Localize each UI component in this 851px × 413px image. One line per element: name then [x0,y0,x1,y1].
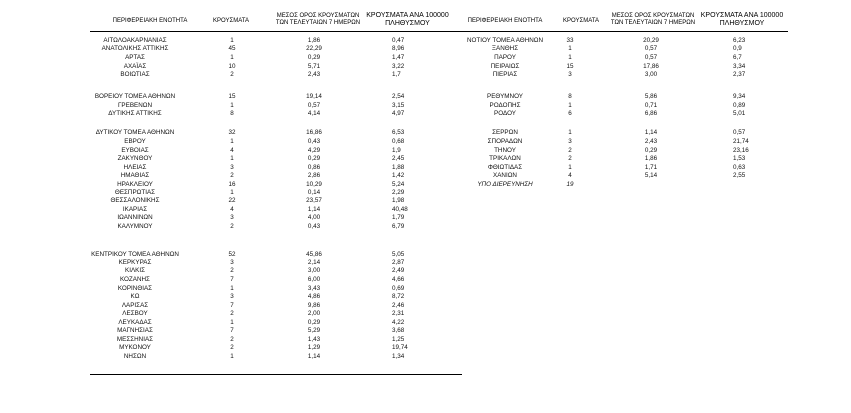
avg-value: 1,71 [644,164,658,171]
region-name: ΡΟΔΟΥ [494,110,516,117]
cases-value: 2 [568,147,572,154]
rate-value: 0,69 [392,285,405,292]
header-rate-right [692,12,792,28]
rate-value: 9,34 [733,93,746,100]
cases-value: 4 [230,206,234,213]
rate-value: 3,22 [392,63,405,70]
region-name: ΜΑΓΝΗΣΙΑΣ [117,327,153,334]
cases-value: 1 [230,319,234,326]
avg-value: 19,14 [306,93,322,100]
cases-value: 2 [230,223,234,230]
rate-value: 1,53 [733,155,746,162]
cases-value: 15 [228,93,236,100]
region-name: ΑΝΑΤΟΛΙΚΗΣ ΑΤΤΙΚΗΣ [101,45,169,52]
avg-value: 1,86 [644,155,658,162]
region-name: ΖΑΚΥΝΘΟΥ [117,155,153,162]
rate-value: 1,47 [392,54,405,61]
avg-value: 0,57 [644,45,658,52]
region-name: ΛΕΣΒΟΥ [122,310,148,317]
rate-value: 1,7 [392,71,401,78]
rate-value: 2,29 [392,189,405,196]
rate-value: 2,54 [392,93,405,100]
region-name: ΚΙΛΚΙΣ [125,267,145,274]
avg-value: 1,14 [307,353,321,360]
header-avg-left-line1: ΜΕΣΟΣ ΟΡΟΣ ΚΡΟΥΣΜΑΤΩΝ [276,13,360,19]
avg-value: 5,29 [307,327,321,334]
cases-value: 7 [230,276,234,283]
cases-value: 3 [568,138,572,145]
cases-value: 3 [230,259,234,266]
avg-value: 1,14 [644,129,658,136]
avg-value: 2,43 [644,138,658,145]
rate-value: 2,45 [392,155,405,162]
rate-value: 4,66 [392,276,405,283]
rate-value: 5,24 [392,181,405,188]
avg-value: 0,43 [307,138,321,145]
rate-value: 0,89 [733,102,746,109]
region-name: ΚΩ [130,293,140,300]
avg-value: 16,86 [306,129,322,136]
cases-value: 2 [568,155,572,162]
rate-value: 6,79 [392,223,405,230]
rate-value: 2,87 [392,259,405,266]
rate-value: 2,49 [392,267,405,274]
rate-value: 8,72 [392,293,405,300]
rate-value: 40,48 [392,206,408,213]
cases-value: 1 [568,45,572,52]
cases-value: 52 [228,251,236,258]
avg-value: 6,86 [644,110,658,117]
region-name: ΣΠΟΡΑΔΩΝ [487,138,523,145]
rate-value: 23,16 [733,147,749,154]
region-name: ΔΥΤΙΚΗΣ ΑΤΤΙΚΗΣ [108,110,162,117]
cases-value: 2 [230,71,234,78]
region-name: ΑΡΤΑΣ [125,54,145,61]
rate-value: 1,88 [392,164,405,171]
region-name: ΚΟΖΑΝΗΣ [120,276,150,283]
cases-value: 32 [228,129,236,136]
region-name: ΦΘΙΩΤΙΔΑΣ [487,164,523,171]
rate-value: 5,01 [733,110,746,117]
avg-value: 17,86 [643,63,659,70]
avg-value: 0,43 [307,223,321,230]
rate-value: 5,05 [392,251,405,258]
region-name: ΤΡΙΚΑΛΩΝ [489,155,521,162]
rate-value: 0,68 [392,138,405,145]
region-name: ΜΕΣΣΗΝΙΑΣ [116,336,154,343]
cases-value: 2 [230,336,234,343]
cases-value: 1 [568,102,572,109]
avg-value: 4,14 [307,110,321,117]
rate-value: 2,37 [733,71,746,78]
region-name: ΚΕΡΚΥΡΑΣ [118,259,152,266]
avg-value: 6,00 [307,276,321,283]
cases-value: 7 [230,302,234,309]
avg-value: 0,14 [307,189,321,196]
region-name: ΥΠΟ ΔΙΕΡΕΥΝΗΣΗ [477,181,533,188]
header-unit-left: ΠΕΡΙΦΕΡΕΙΑΚΗ ΕΝΟΤΗΤΑ [112,18,188,24]
rate-value: 0,9 [733,45,742,52]
region-name: ΠΑΡΟΥ [494,54,516,61]
cases-value: 1 [568,129,572,136]
region-name: ΗΡΑΚΛΕΙΟΥ [117,181,153,188]
region-name: ΙΚΑΡΙΑΣ [122,206,148,213]
rate-value: 4,22 [392,319,405,326]
region-name: ΛΑΡΙΣΑΣ [121,302,149,309]
avg-value: 2,00 [307,310,321,317]
header-rule [90,31,788,32]
cases-value: 33 [566,37,574,44]
region-name: ΤΗΝΟΥ [494,147,516,154]
region-name: ΠΕΙΡΑΙΩΣ [490,63,520,70]
avg-value: 0,29 [307,54,321,61]
cases-value: 4 [568,172,572,179]
cases-value: 1 [230,54,234,61]
rate-value: 1,79 [392,214,405,221]
avg-value: 9,86 [307,302,321,309]
cases-value: 10 [228,63,236,70]
cases-value: 2 [230,172,234,179]
header-rate-right-line1: ΚΡΟΥΣΜΑΤΑ ΑΝΑ 100000 [700,12,784,19]
cases-value: 1 [230,285,234,292]
cases-value: 7 [230,327,234,334]
cases-value: 1 [568,54,572,61]
cases-value: 15 [566,63,574,70]
rate-value: 1,98 [392,197,405,204]
avg-value: 4,00 [307,214,321,221]
rate-value: 2,46 [392,302,405,309]
cases-value: 2 [230,344,234,351]
avg-value: 1,29 [307,344,321,351]
cases-value: 1 [230,138,234,145]
cases-value: 1 [230,353,234,360]
header-rate-left [360,12,455,28]
rate-value: 2,31 [392,310,405,317]
rate-value: 1,25 [392,336,405,343]
avg-value: 0,57 [644,54,658,61]
avg-value: 4,86 [307,293,321,300]
rate-value: 1,34 [392,353,405,360]
cases-value: 1 [230,102,234,109]
rate-value: 19,74 [392,344,408,351]
cases-value: 2 [230,310,234,317]
rate-value: 2,55 [733,172,746,179]
cases-value: 1 [230,155,234,162]
rate-value: 3,68 [392,327,405,334]
region-name: ΑΧΑΪΑΣ [123,63,147,70]
cases-value: 22 [228,197,236,204]
region-name: ΡΟΔΟΠΗΣ [489,102,521,109]
region-name: ΛΕΥΚΑΔΑΣ [118,319,152,326]
header-rate-left-line1: ΚΡΟΥΣΜΑΤΑ ΑΝΑ 100000 [366,12,449,19]
region-name: ΧΑΝΙΩΝ [493,172,517,179]
cases-value: 45 [228,45,236,52]
avg-value: 0,29 [307,155,321,162]
avg-value: 23,57 [306,197,322,204]
region-name: ΒΟΡΕΙΟΥ ΤΟΜΕΑ ΑΘΗΝΩΝ [94,93,176,100]
region-name: ΗΜΑΘΙΑΣ [120,172,150,179]
rate-value: 0,57 [733,129,746,136]
rate-value: 3,34 [733,63,746,70]
rate-value: 21,74 [733,138,749,145]
cases-value: 6 [568,110,572,117]
cases-value: 16 [228,181,236,188]
avg-value: 3,00 [644,71,658,78]
cases-value: 2 [230,267,234,274]
avg-value: 0,29 [644,147,658,154]
region-name: ΝΟΤΙΟΥ ΤΟΜΕΑ ΑΘΗΝΩΝ [466,37,544,44]
header-avg-left [268,13,368,27]
region-name: ΝΗΣΩΝ [123,353,147,360]
rate-value: 0,63 [733,164,746,171]
header-cases-left: ΚΡΟΥΣΜΑΤΑ [213,18,249,24]
avg-value: 1,14 [307,206,321,213]
avg-value: 4,29 [307,147,321,154]
region-name: ΜΥΚΟΝΟΥ [119,344,151,351]
header-avg-left-line2: ΤΩΝ ΤΕΛΕΥΤΑΙΩΝ 7 ΗΜΕΡΩΝ [275,20,361,26]
region-name: ΞΑΝΘΗΣ [491,45,519,52]
cases-value: 1 [230,37,234,44]
region-name: ΑΙΤΩΛΟΑΚΑΡΝΑΝΙΑΣ [103,37,167,44]
rate-value: 8,96 [392,45,405,52]
cases-value: 19 [566,181,574,188]
avg-value: 1,43 [307,336,321,343]
region-name: ΔΥΤΙΚΟΥ ΤΟΜΕΑ ΑΘΗΝΩΝ [95,129,175,136]
region-name: ΙΩΑΝΝΙΝΩΝ [117,214,153,221]
header-rate-left-line2: ΠΛΗΘΥΣΜΟΥ [385,20,430,27]
header-avg-right-line1: ΜΕΣΟΣ ΟΡΟΣ ΚΡΟΥΣΜΑΤΩΝ [611,13,695,19]
rate-value: 1,42 [392,172,405,179]
region-name: ΣΕΡΡΩΝ [492,129,518,136]
avg-value: 10,29 [306,181,322,188]
avg-value: 0,57 [307,102,321,109]
region-name: ΗΛΕΙΑΣ [123,164,147,171]
cases-value: 3 [230,293,234,300]
region-name: ΕΒΡΟΥ [124,138,146,145]
region-name: ΘΕΣΠΡΩΤΙΑΣ [114,189,156,196]
rate-value: 4,97 [392,110,405,117]
rate-value: 1,9 [392,147,401,154]
rate-value: 0,47 [392,37,405,44]
avg-value: 2,43 [307,71,321,78]
cases-value: 1 [568,164,572,171]
cases-value: 4 [230,147,234,154]
header-avg-right [603,13,703,27]
avg-value: 2,86 [307,172,321,179]
region-name: ΚΕΝΤΡΙΚΟΥ ΤΟΜΕΑ ΑΘΗΝΩΝ [91,251,179,258]
region-name: ΡΕΘΥΜΝΟΥ [487,93,523,100]
region-name: ΘΕΣΣΑΛΟΝΙΚΗΣ [110,197,160,204]
region-name: ΚΟΡΙΝΘΙΑΣ [117,285,153,292]
cases-value: 3 [568,71,572,78]
header-unit-right: ΠΕΡΙΦΕΡΕΙΑΚΗ ΕΝΟΤΗΤΑ [467,18,543,24]
avg-value: 0,86 [307,164,321,171]
avg-value: 5,86 [644,93,658,100]
avg-value: 0,29 [307,319,321,326]
avg-value: 3,00 [307,267,321,274]
avg-value: 45,86 [306,251,322,258]
avg-value: 22,29 [306,45,322,52]
region-name: ΠΙΕΡΙΑΣ [492,71,518,78]
header-avg-right-line2: ΤΩΝ ΤΕΛΕΥΤΑΙΩΝ 7 ΗΜΕΡΩΝ [610,20,696,26]
region-name: ΕΥΒΟΙΑΣ [121,147,149,154]
header-cases-right: ΚΡΟΥΣΜΑΤΑ [563,18,599,24]
region-name: ΓΡΕΒΕΝΩΝ [117,102,153,109]
avg-value: 1,86 [307,37,321,44]
avg-value: 3,43 [307,285,321,292]
rate-value: 6,23 [733,37,746,44]
cases-value: 8 [568,93,572,100]
avg-value: 20,29 [643,37,659,44]
footer-rule [90,374,462,375]
header-rate-right-line2: ΠΛΗΘΥΣΜΟΥ [719,20,765,27]
rate-value: 6,7 [733,54,742,61]
avg-value: 5,71 [307,63,321,70]
avg-value: 5,14 [644,172,658,179]
cases-value: 3 [230,164,234,171]
cases-value: 1 [230,189,234,196]
avg-value: 2,14 [307,259,321,266]
rate-value: 3,15 [392,102,405,109]
cases-value: 8 [230,110,234,117]
region-name: ΒΟΙΩΤΙΑΣ [120,71,150,78]
avg-value: 0,71 [644,102,658,109]
cases-value: 3 [230,214,234,221]
region-name: ΚΑΛΥΜΝΟΥ [117,223,153,230]
rate-value: 6,53 [392,129,405,136]
